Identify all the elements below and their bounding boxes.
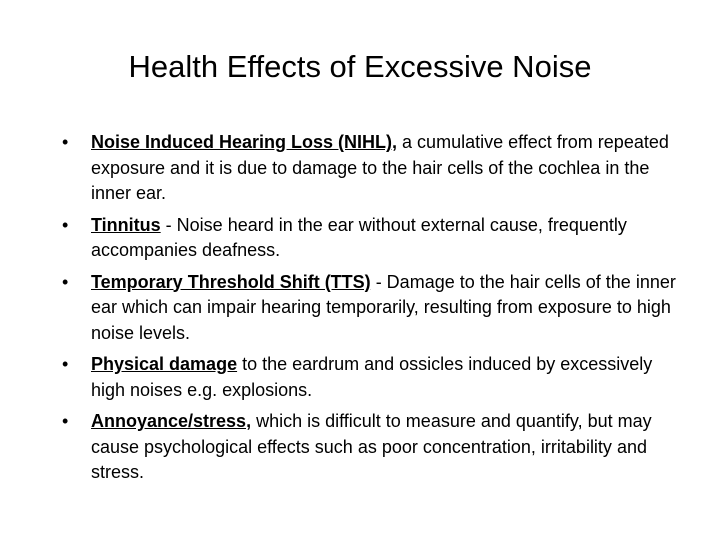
- bullet-item-annoyance-stress: [60, 409, 680, 486]
- slide-title: Health Effects of Excessive Noise: [128, 49, 592, 84]
- bullet-dot-icon: •: [62, 354, 69, 374]
- description-physical-damage: to the eardrum and ossicles induced by excessively high noises e.g. explosions.: [91, 354, 653, 400]
- bullet-dot-icon: •: [62, 132, 69, 152]
- bullet-dot-icon: •: [62, 411, 69, 431]
- bullet-item-physical-damage: [60, 352, 680, 403]
- term-tinnitus: Tinnitus: [91, 214, 161, 235]
- term-annoyance-stress: Annoyance/stress,: [91, 411, 252, 431]
- bullet-item-tts: [60, 270, 680, 347]
- description-nihl: a cumulative effect from repeated exposure and it is due to damage to the hair cells of the cochlea in the inner ear.: [91, 132, 669, 203]
- bullet-dot-icon: •: [62, 271, 69, 292]
- term-nihl: Noise Induced Hearing Loss (NIHL),: [91, 132, 398, 152]
- description-annoyance-stress: which is difficult to measure and quantify, but may cause psychological effects such as poor concentration, irritability and stress.: [91, 411, 652, 482]
- description-tinnitus: - Noise heard in the ear without external cause, frequently accompanies deafness.: [91, 214, 627, 260]
- bullet-item-tinnitus: [60, 213, 680, 264]
- description-tts: - Damage to the hair cells of the inner ear which can impair hearing temporarily, resulting from exposure to high noise levels.: [91, 271, 676, 343]
- bullet-dot-icon: •: [62, 214, 69, 235]
- bullet-list: [60, 130, 680, 492]
- term-physical-damage: Physical damage: [91, 354, 238, 374]
- bullet-item-nihl: [60, 130, 680, 207]
- term-tts: Temporary Threshold Shift (TTS): [91, 271, 371, 292]
